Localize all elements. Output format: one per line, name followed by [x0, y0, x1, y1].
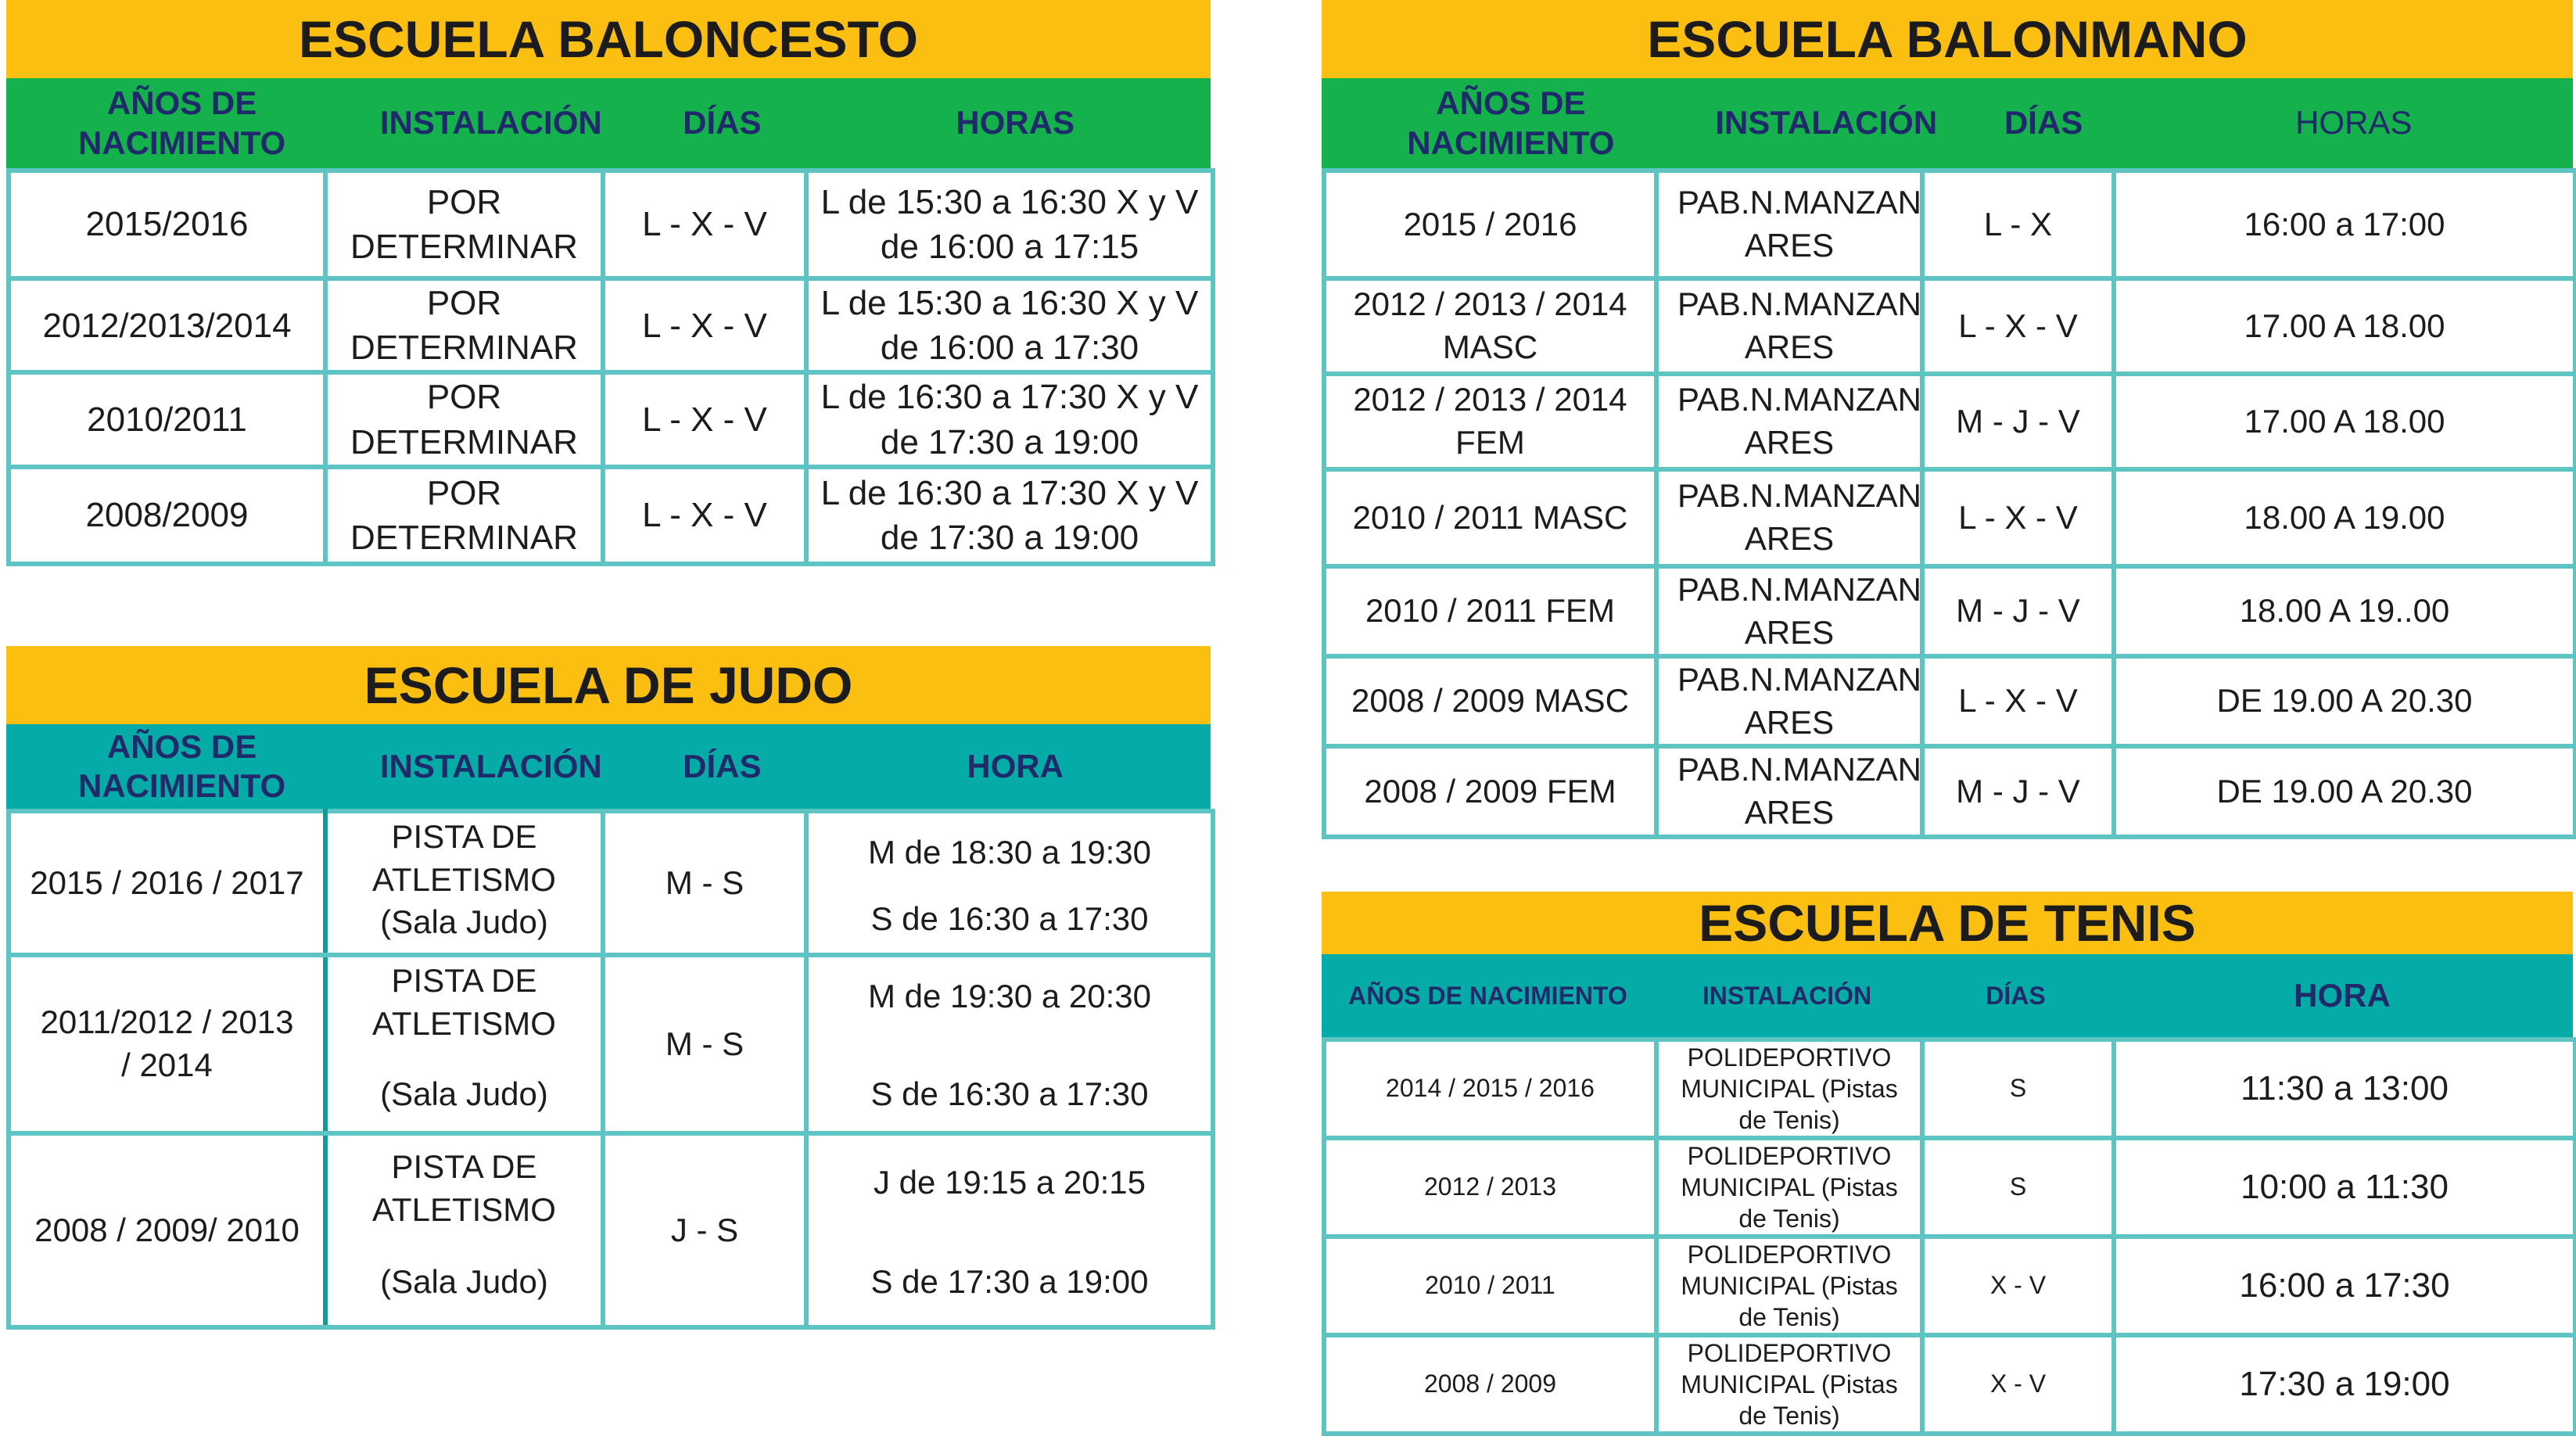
baloncesto-table — [6, 168, 1215, 566]
cell-dias: M - S — [603, 811, 806, 955]
hora-line-2: S de 17:30 a 19:00 — [870, 1263, 1149, 1301]
cell-anos: 2014 / 2015 / 2016 — [1324, 1039, 1656, 1138]
header-instalacion: INSTALACIÓN — [379, 747, 602, 784]
cell-hora: 10:00 a 11:30 — [2114, 1138, 2575, 1237]
table-row — [1324, 1039, 2575, 1138]
cell-hora — [806, 811, 1213, 955]
cell-instalacion: POLIDEPORTIVO MUNICIPAL (Pistas de Tenis) — [1656, 1237, 1922, 1335]
cell-horas: 17.00 A 18.00 — [2114, 374, 2575, 469]
cell-anos: 2015 / 2016 / 2017 — [9, 811, 325, 955]
judo-table — [6, 809, 1215, 1330]
cell-dias: J - S — [603, 1133, 806, 1327]
cell-horas: 16:00 a 17:00 — [2114, 171, 2575, 278]
cell-anos: 2010/2011 — [9, 372, 325, 466]
table-row — [1324, 278, 2575, 374]
baloncesto-title: ESCUELA BALONCESTO — [6, 0, 1211, 78]
table-row — [1324, 1138, 2575, 1237]
cell-instalacion: POR DETERMINAR — [325, 372, 603, 466]
table-row — [1324, 656, 2575, 746]
cell-dias: L - X - V — [603, 372, 806, 466]
cell-horas: L de 15:30 a 16:30 X y V de 16:00 a 17:15 — [806, 171, 1213, 278]
header-instalacion: INSTALACIÓN — [379, 104, 602, 142]
table-row — [1324, 374, 2575, 469]
hora-line-2: S de 16:30 a 17:30 — [870, 1075, 1149, 1113]
header-instalacion: INSTALACIÓN — [1702, 981, 1872, 1010]
cell-dias: M - J - V — [1922, 746, 2114, 836]
table-row — [9, 955, 1213, 1133]
judo-header-row — [6, 724, 1211, 809]
hora-line-1: M de 18:30 a 19:30 — [868, 834, 1151, 871]
header-hora: HORA — [2294, 976, 2391, 1014]
tenis-header-row — [1322, 954, 2573, 1037]
cell-anos: 2012/2013/2014 — [9, 278, 325, 372]
cell-anos: 2011/2012 / 2013 / 2014 — [9, 955, 325, 1133]
header-anos: AÑOS DE NACIMIENTO — [77, 727, 286, 804]
cell-instalacion: PAB.N.MANZAN ARES — [1656, 278, 1922, 374]
instalacion-sala: (Sala Judo) — [380, 903, 548, 941]
cell-horas: 17.00 A 18.00 — [2114, 278, 2575, 374]
cell-dias: X - V — [1922, 1237, 2114, 1335]
cell-dias: M - J - V — [1922, 566, 2114, 656]
cell-instalacion — [325, 1133, 603, 1327]
cell-instalacion: POLIDEPORTIVO MUNICIPAL (Pistas de Tenis) — [1656, 1138, 1922, 1237]
header-dias: DÍAS — [1986, 981, 2046, 1010]
cell-dias: L - X - V — [603, 171, 806, 278]
baloncesto-header-row — [6, 78, 1211, 168]
cell-horas: DE 19.00 A 20.30 — [2114, 656, 2575, 746]
cell-instalacion: PAB.N.MANZAN ARES — [1656, 566, 1922, 656]
cell-dias: L - X - V — [1922, 278, 2114, 374]
header-dias: DÍAS — [683, 104, 762, 142]
cell-instalacion: POR DETERMINAR — [325, 278, 603, 372]
cell-dias: S — [1922, 1138, 2114, 1237]
cell-dias: L - X - V — [1922, 469, 2114, 566]
cell-anos: 2015 / 2016 — [1324, 171, 1656, 278]
cell-anos: 2012 / 2013 / 2014 FEM — [1324, 374, 1656, 469]
cell-instalacion: PAB.N.MANZAN ARES — [1656, 746, 1922, 836]
hora-line-1: M de 19:30 a 20:30 — [868, 978, 1151, 1014]
cell-dias: L - X - V — [603, 278, 806, 372]
tenis-title: ESCUELA DE TENIS — [1322, 892, 2573, 954]
header-dias: DÍAS — [683, 747, 762, 784]
instalacion-name: PISTA DE ATLETISMO — [372, 818, 556, 898]
table-row — [9, 1133, 1213, 1327]
header-instalacion: INSTALACIÓN — [1715, 104, 1938, 142]
instalacion-sala: (Sala Judo) — [380, 1075, 548, 1113]
cell-hora — [806, 1133, 1213, 1327]
cell-dias: M - S — [603, 955, 806, 1133]
table-row — [1324, 566, 2575, 656]
cell-instalacion: PAB.N.MANZAN ARES — [1656, 656, 1922, 746]
instalacion-name: PISTA DE ATLETISMO — [372, 1148, 556, 1228]
table-row — [1324, 171, 2575, 278]
cell-anos: 2015/2016 — [9, 171, 325, 278]
cell-instalacion: PAB.N.MANZAN ARES — [1656, 374, 1922, 469]
table-row — [1324, 1335, 2575, 1434]
table-row — [9, 171, 1213, 278]
cell-anos: 2010 / 2011 — [1324, 1237, 1656, 1335]
table-row — [9, 372, 1213, 466]
judo-block — [6, 646, 1211, 1330]
cell-anos: 2008 / 2009/ 2010 — [9, 1133, 325, 1327]
cell-anos: 2010 / 2011 FEM — [1324, 566, 1656, 656]
cell-anos: 2010 / 2011 MASC — [1324, 469, 1656, 566]
cell-anos: 2008 / 2009 — [1324, 1335, 1656, 1434]
header-hora: HORA — [967, 747, 1064, 784]
cell-horas: L de 16:30 a 17:30 X y V de 17:30 a 19:00 — [806, 372, 1213, 466]
balonmano-header-row — [1322, 78, 2573, 168]
cell-dias: L - X - V — [1922, 656, 2114, 746]
judo-title: ESCUELA DE JUDO — [6, 646, 1211, 724]
cell-instalacion: PAB.N.MANZAN ARES — [1656, 171, 1922, 278]
header-dias: DÍAS — [2004, 104, 2083, 142]
cell-anos: 2008/2009 — [9, 467, 325, 564]
hora-line-2: S de 16:30 a 17:30 — [870, 900, 1149, 938]
cell-hora: 16:00 a 17:30 — [2114, 1237, 2575, 1335]
cell-dias: L - X — [1922, 171, 2114, 278]
cell-instalacion: POLIDEPORTIVO MUNICIPAL (Pistas de Tenis) — [1656, 1039, 1922, 1138]
cell-instalacion: POR DETERMINAR — [325, 171, 603, 278]
header-horas: HORAS — [2295, 104, 2413, 142]
cell-hora — [806, 955, 1213, 1133]
tenis-block — [1322, 892, 2573, 1436]
cell-horas: 18.00 A 19..00 — [2114, 566, 2575, 656]
table-row — [9, 467, 1213, 564]
cell-horas: DE 19.00 A 20.30 — [2114, 746, 2575, 836]
hora-line-1: J de 19:15 a 20:15 — [874, 1164, 1146, 1201]
balonmano-block — [1322, 0, 2573, 839]
instalacion-name: PISTA DE ATLETISMO — [372, 962, 556, 1042]
header-anos: AÑOS DE NACIMIENTO — [1348, 981, 1627, 1010]
cell-anos: 2012 / 2013 / 2014 MASC — [1324, 278, 1656, 374]
table-row — [1324, 1237, 2575, 1335]
header-anos: AÑOS DE NACIMIENTO — [1407, 84, 1615, 161]
cell-anos: 2008 / 2009 FEM — [1324, 746, 1656, 836]
cell-dias: M - J - V — [1922, 374, 2114, 469]
cell-instalacion: PAB.N.MANZAN ARES — [1656, 469, 1922, 566]
cell-dias: L - X - V — [603, 467, 806, 564]
cell-instalacion — [325, 955, 603, 1133]
instalacion-sala: (Sala Judo) — [380, 1263, 548, 1301]
balonmano-table — [1322, 168, 2576, 839]
header-horas: HORAS — [956, 104, 1075, 142]
table-row — [9, 278, 1213, 372]
balonmano-title: ESCUELA BALONMANO — [1322, 0, 2573, 78]
cell-hora: 17:30 a 19:00 — [2114, 1335, 2575, 1434]
baloncesto-block — [6, 0, 1211, 566]
header-anos: AÑOS DE NACIMIENTO — [77, 84, 286, 161]
tenis-table — [1322, 1037, 2576, 1436]
cell-horas: L de 16:30 a 17:30 X y V de 17:30 a 19:00 — [806, 467, 1213, 564]
cell-instalacion: POLIDEPORTIVO MUNICIPAL (Pistas de Tenis) — [1656, 1335, 1922, 1434]
cell-instalacion — [325, 811, 603, 955]
cell-instalacion: POR DETERMINAR — [325, 467, 603, 564]
cell-horas: L de 15:30 a 16:30 X y V de 16:00 a 17:30 — [806, 278, 1213, 372]
cell-horas: 18.00 A 19.00 — [2114, 469, 2575, 566]
cell-hora: 11:30 a 13:00 — [2114, 1039, 2575, 1138]
cell-dias: S — [1922, 1039, 2114, 1138]
table-row — [9, 811, 1213, 955]
cell-anos: 2008 / 2009 MASC — [1324, 656, 1656, 746]
cell-anos: 2012 / 2013 — [1324, 1138, 1656, 1237]
table-row — [1324, 469, 2575, 566]
table-row — [1324, 746, 2575, 836]
cell-dias: X - V — [1922, 1335, 2114, 1434]
